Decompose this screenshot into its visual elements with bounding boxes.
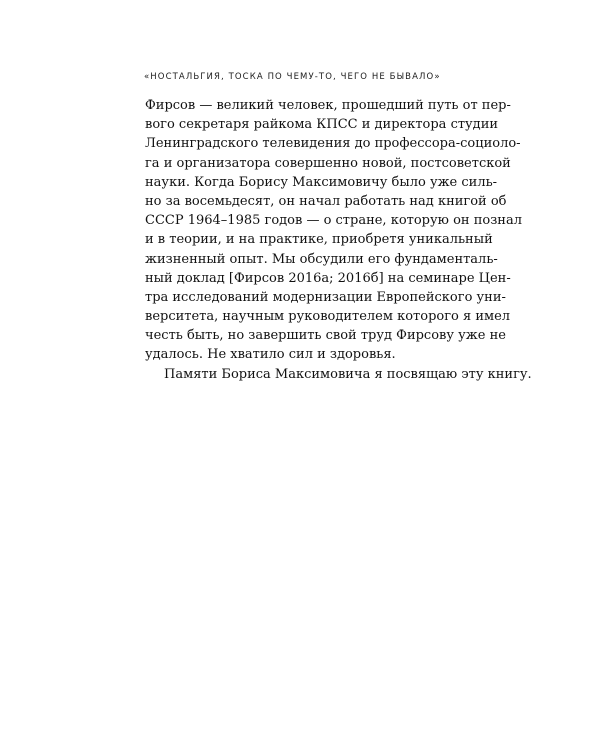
text-line: верситета, научным руководителем которого я имел [145,309,511,325]
text-line: вого секретаря райкома КПСС и директора студии [145,117,499,133]
text-line: но за восемьдесят, он начал работать над книгой об [145,193,507,209]
text-line: Фирсов — великий человек, прошедший путь от пер- [145,98,511,113]
text-line: жизненный опыт. Мы обсудили его фундаменталь- [145,251,498,267]
text-line: науки. Когда Борису Максимовичу было уже силь- [145,174,498,190]
text-line: СССР 1964–1985 годов — о стране, которую он познал [145,213,522,229]
dedication-line: Памяти Бориса Максимовича я посвящаю эту книгу. [164,366,532,382]
text-line: Ленинградского телевидения до профессора-социоло- [145,136,521,152]
text-line: удалось. Не хватило сил и здоровья. [145,347,396,363]
text-line: и в теории, и на практике, приобретя уникальный [145,232,493,248]
text-line: га и организатора совершенно новой, постсоветской [145,155,511,171]
text-line: честь быть, но завершить свой труд Фирсову уже не [145,328,506,344]
text-line: ный доклад [Фирсов 2016а; 2016б] на семинаре Цен- [145,270,511,286]
text-line: тра исследований модернизации Европейского уни- [145,289,506,305]
running-header: «НОСТАЛЬГИЯ, ТОСКА ПО ЧЕМУ-ТО, ЧЕГО НЕ БЫВАЛО» [144,72,441,82]
body-text [145,96,532,384]
